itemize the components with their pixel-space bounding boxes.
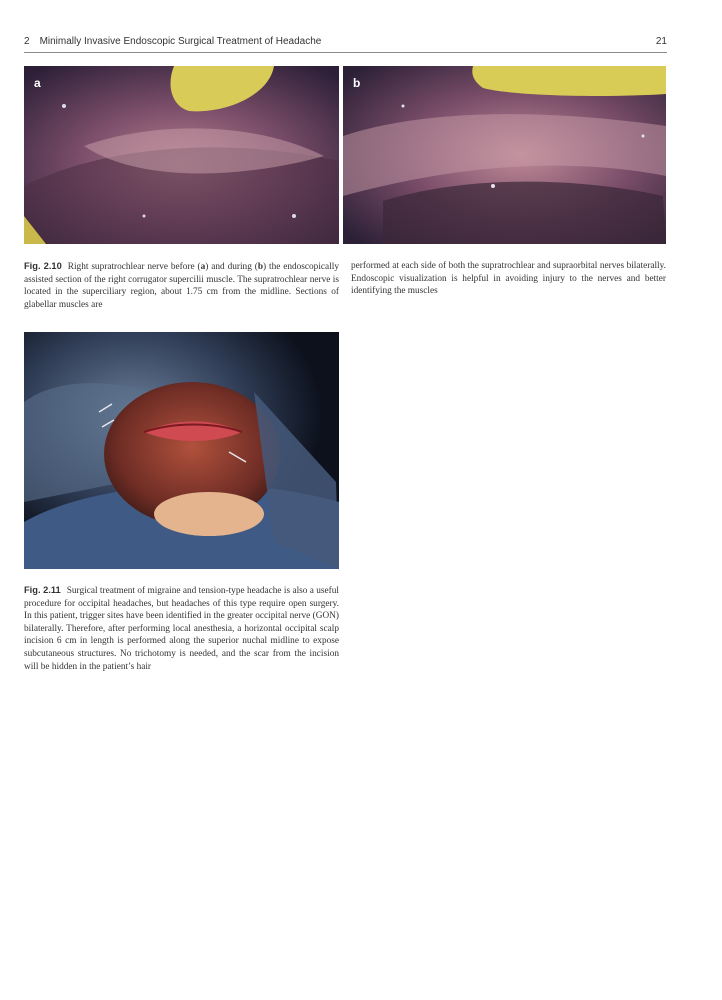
endoscopic-image-a — [24, 66, 339, 244]
figure-2-11-photo — [24, 332, 339, 569]
figure-2-10-caption-col1 — [24, 260, 339, 311]
figure-2-10-panel-b — [343, 66, 666, 244]
caption-ref-a: a — [200, 262, 206, 272]
figure-2-11-label: Fig. 2.11 — [24, 585, 61, 595]
caption-text: Right supratrochlear nerve before ( — [67, 262, 201, 272]
figure-2-10-caption-col2: performed at each side of both the supratrochlear and supraorbital nerves bilaterally. Endoscopic visualization is helpful in avoiding injury to the nerves and better identifying the muscles — [351, 261, 666, 297]
surgical-photo — [24, 332, 339, 569]
figure-2-10-label: Fig. 2.10 — [24, 261, 62, 271]
figure-2-11-caption — [24, 584, 339, 673]
chapter-title: Minimally Invasive Endoscopic Surgical Treatment of Headache — [39, 36, 322, 47]
figure-2-10-panel-a — [24, 66, 339, 244]
caption-text: ) the endoscopically assisted section of the right corrugator supercilii muscle. The supratrochlear nerve is located in the superciliary region, about 1.75 cm from the midline. Sections of glabellar muscles are — [24, 262, 339, 310]
page-number: 21 — [655, 36, 667, 47]
header-left — [24, 36, 321, 47]
caption-text: ) and during ( — [205, 262, 258, 272]
chapter-number: 2 — [24, 36, 30, 47]
running-header — [24, 36, 667, 53]
panel-label-b: b — [353, 76, 361, 90]
panel-label-a: a — [34, 76, 41, 90]
caption-text: Surgical treatment of migraine and tension-type headache is also a useful procedure for occipital headaches, but headaches of this type require open surgery. In this patient, trigger sites have been identified in the greater occipital nerve (GON) bilaterally. Therefore, after performing local anesthesia, a horizontal occipital scalp incision 6 cm in length is performed along the superior nuchal midline to expose subcutaneous structures. No trichotomy is needed, and the scar from the incision will be hidden in the patient’s hair — [24, 586, 339, 672]
caption-ref-b: b — [257, 262, 263, 272]
endoscopic-image-b — [343, 66, 666, 244]
